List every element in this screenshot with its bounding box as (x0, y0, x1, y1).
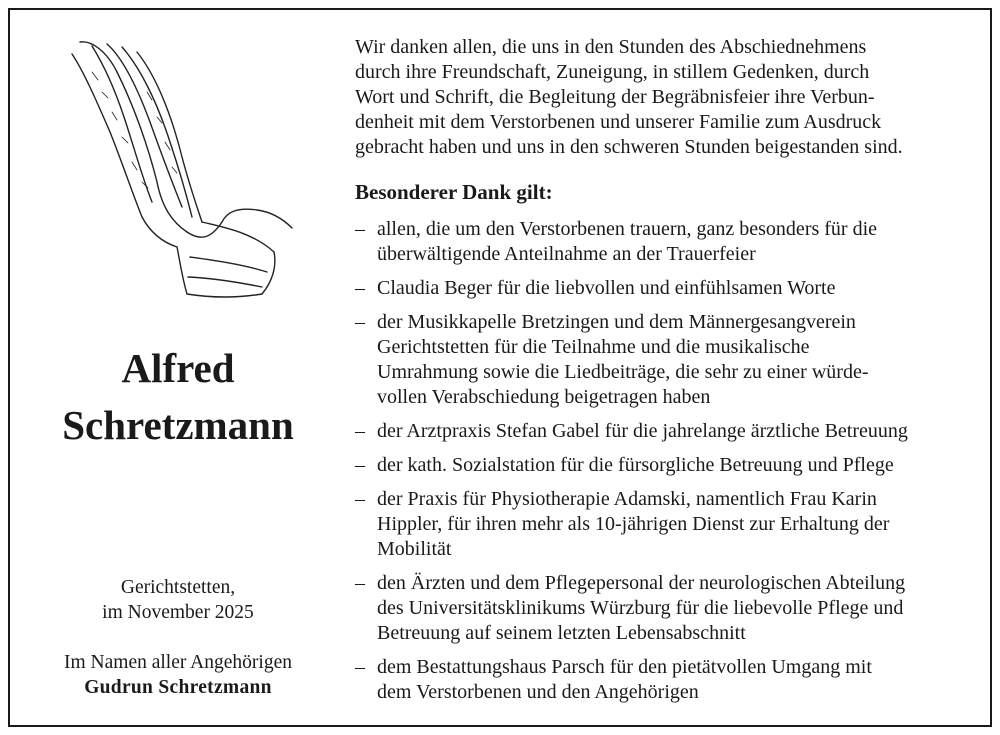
thanks-line: Hippler, für ihren mehr als 10-jährigen Dienst zur Erhaltung der (377, 513, 890, 535)
thanks-item (355, 571, 908, 646)
thanks-line: Umrahmung sowie die Liedbeiträge, die sehr zu einer würde- (377, 361, 869, 383)
thanks-line: der kath. Sozialstation für die fürsorgliche Betreuung und Pflege (377, 454, 894, 476)
signature (20, 650, 336, 700)
thanks-item (355, 310, 908, 410)
deceased-last-name: Schretzmann (62, 402, 294, 448)
thanks-line: dem Bestattungshaus Parsch für den pietätvollen Umgang mit (377, 656, 872, 678)
date: im November 2025 (102, 602, 254, 623)
place: Gerichtstetten, (120, 577, 236, 598)
thanks-heading: Besonderer Dank gilt: (355, 180, 553, 204)
thanks-line: vollen Verabschiedung beigetragen haben (377, 386, 711, 408)
thanks-item (355, 487, 908, 562)
deceased-first-name: Alfred (121, 345, 235, 391)
dash-bullet: – (355, 488, 365, 510)
thanks-line: Mobilität (377, 538, 452, 560)
thanks-item (355, 276, 908, 301)
thanks-line: des Universitätsklinikums Würzburg für die liebevolle Pflege und (377, 597, 904, 619)
thanks-list (355, 217, 908, 714)
praying-hands-icon (62, 32, 297, 300)
thanks-line: der Musikkapelle Bretzingen und dem Männergesangverein (377, 311, 856, 333)
intro-line: durch ihre Freundschaft, Zuneigung, in stillem Gedenken, durch (355, 61, 870, 83)
dash-bullet: – (355, 454, 365, 476)
thanks-line: dem Verstorbenen und den Angehörigen (377, 681, 699, 703)
dash-bullet: – (355, 656, 365, 678)
dash-bullet: – (355, 420, 365, 442)
place-date (20, 575, 336, 625)
thanks-line: Betreuung auf seinem letzten Lebensabschnitt (377, 622, 746, 644)
thanks-line: der Arztpraxis Stefan Gabel für die jahrelange ärztliche Betreuung (377, 420, 908, 442)
thanks-line: Gerichtstetten für die Teilnahme und die musikalische (377, 336, 810, 358)
intro-paragraph (355, 35, 903, 160)
dash-bullet: – (355, 277, 365, 299)
thanks-line: allen, die um den Verstorbenen trauern, ganz besonders für die (377, 218, 878, 240)
dash-bullet: – (355, 218, 365, 240)
thanks-item (355, 419, 908, 444)
thanks-item (355, 217, 908, 267)
signature-name: Gudrun Schretzmann (84, 677, 272, 698)
thanks-item (355, 453, 908, 478)
dash-bullet: – (355, 572, 365, 594)
thanks-line: der Praxis für Physiotherapie Adamski, namentlich Frau Karin (377, 488, 877, 510)
thanks-item (355, 655, 908, 705)
intro-line: Wort und Schrift, die Begleitung der Begräbnisfeier ihre Verbun- (355, 86, 875, 108)
intro-line: gebracht haben und uns in den schweren Stunden beigestanden sind. (355, 136, 903, 158)
intro-line: denheit mit dem Verstorbenen und unserer Familie zum Ausdruck (355, 111, 882, 133)
intro-line: Wir danken allen, die uns in den Stunden des Abschiednehmens (355, 36, 867, 58)
signature-intro: Im Namen aller Angehörigen (64, 652, 292, 673)
thanks-line: Claudia Beger für die liebvollen und einfühlsamen Worte (377, 277, 836, 299)
dash-bullet: – (355, 311, 365, 333)
thanks-line: den Ärzten und dem Pflegepersonal der neurologischen Abteilung (377, 572, 906, 594)
thanks-line: überwältigende Anteilnahme an der Trauerfeier (377, 243, 756, 265)
